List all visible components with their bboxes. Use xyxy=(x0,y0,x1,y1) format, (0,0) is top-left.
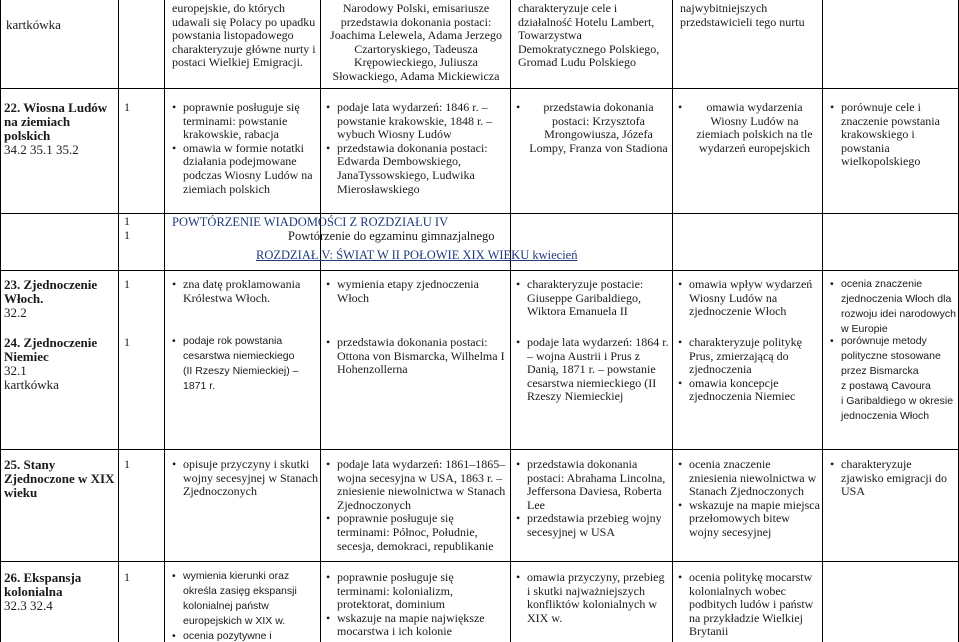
list-item: • poprawnie posługuje się terminami: kolonializm, protektorat, dominium xyxy=(326,571,506,612)
row22-good xyxy=(516,101,670,155)
row26-pages: 32.3 32.4 xyxy=(4,598,53,613)
row26-hours: 1 xyxy=(124,571,130,584)
row0-topic: kartkówka xyxy=(6,18,61,32)
row25-good xyxy=(516,458,670,540)
row26-sufficient xyxy=(326,571,506,642)
row0-good: charakteryzuje cele i działalność Hotelu Lambert, Towarzystwa Demokratycznego Polskiego, Gromad Ludu Polskiego xyxy=(518,2,660,70)
column-divider xyxy=(822,0,823,642)
row24-quiz: kartkówka xyxy=(4,377,59,392)
list-item: • przedstawia dokonania postaci: Edwarda Dembowskiego, JanaTyssowskiego, Ludwika Mierosławskiego xyxy=(326,142,506,196)
row22-topic-cell xyxy=(4,101,116,157)
row0-sufficient: Narodowy Polski, emisariusze przedstawia dokonania postaci: Joachima Lelewela, Adama Jerzego Czartoryskiego, Tadeusza Krępowieckiego, Juliusza Słowackiego, Adama Mickiewicza xyxy=(330,2,502,83)
row25-topic-cell xyxy=(4,458,116,500)
list-item: • podaje lata wydarzeń: 1864 r. – wojna Austrii i Prus z Danią, 1871 r. – powstanie cesarstwa niemieckiego (II Rzeszy Niemieckiej xyxy=(516,336,670,404)
list-item: • charakteryzuje postacie: Giuseppe Garibaldiego, Wiktora Emanuela II xyxy=(516,278,670,319)
list-item-text: (II Rzeszy Niemieckiej) – 1871 r. xyxy=(183,365,299,392)
list-item: • przedstawia przebieg wojny secesyjnej w USA xyxy=(516,512,670,539)
list-item-text: podaje rok powstania xyxy=(183,335,283,347)
row24-sufficient xyxy=(326,336,506,377)
row26-good xyxy=(516,571,670,642)
row24-topic: 24. Zjednoczenie Niemiec xyxy=(4,336,98,364)
list-item: • podaje lata wydarzeń: 1861–1865– wojna secesyjna w USA, 1863 r. – zniesienie niewolnictwa w Stanach Zjednoczonych xyxy=(326,458,506,512)
list-item: • ocenia znaczenie zjednoczenia Włoch dla rozwoju idei narodowych w Europie xyxy=(830,277,956,337)
list-item: • podaje lata wydarzeń: 1846 r. – powstanie krakowskie, 1848 r. – wybuch Wiosny Ludów xyxy=(326,101,506,142)
column-divider xyxy=(510,0,511,642)
row26-topic: 26. Ekspansja kolonialna xyxy=(4,571,82,599)
row23-sufficient xyxy=(326,278,506,305)
list-item-text: porównuje metody xyxy=(841,335,927,347)
row-divider xyxy=(0,88,959,89)
row22-basic xyxy=(172,101,318,196)
row22-excellent xyxy=(830,101,956,169)
row24-basic xyxy=(172,334,318,394)
list-item: • charakteryzuje zjawisko emigracji do USA xyxy=(830,458,956,499)
row-divider xyxy=(0,270,959,271)
list-item: • przedstawia dokonania postaci: Abrahama Lincolna, Jeffersona Daviesa, Roberta Lee xyxy=(516,458,670,512)
row22-hours: 1 xyxy=(124,101,130,114)
row-divider xyxy=(0,449,959,450)
list-item: • charakteryzuje politykę Prus, zmierzającą do zjednoczenia xyxy=(678,336,820,377)
list-item: • ocenia znaczenie zniesienia niewolnictwa w Stanach Zjednoczonych xyxy=(678,458,820,499)
row25-sufficient xyxy=(326,458,506,553)
row23-topic: 23. Zjednoczenie Włoch. xyxy=(4,278,98,306)
row26-basic xyxy=(172,569,318,642)
list-item xyxy=(830,334,956,424)
list-item: • wymienia etapy zjednoczenia Włoch xyxy=(326,278,506,305)
column-divider xyxy=(118,0,119,642)
row25-topic: 25. Stany Zjednoczone w XIX wieku xyxy=(4,458,115,500)
list-item-text: z postawą Cavoura xyxy=(841,380,931,392)
list-item: • omawia wpływ wydarzeń Wiosny Ludów na zjednoczenie Włoch xyxy=(678,278,820,319)
list-item: • poprawnie posługuje się terminami: powstanie krakowskie, rabacja xyxy=(172,101,318,142)
row-divider xyxy=(0,561,959,562)
row23-verygood xyxy=(678,278,820,319)
row24-excellent xyxy=(830,334,956,424)
list-item: • wskazuje na mapie największe mocarstwa i ich kolonie xyxy=(326,612,506,639)
list-item: • poprawnie posługuje się terminami: Północ, Południe, secesja, demokraci, republikanie xyxy=(326,512,506,553)
column-divider xyxy=(672,0,673,642)
row22-topic: 22. Wiosna Ludów na ziemiach polskich xyxy=(4,101,108,143)
list-item-text: przez Bismarcka xyxy=(841,365,919,377)
list-item-text: i Garibaldiego w okresie xyxy=(841,395,954,407)
list-item: • wskazuje na mapie miejsca przełomowych bitew wojny secesyjnej xyxy=(678,499,820,540)
row24-hours: 1 xyxy=(124,336,130,349)
table-border xyxy=(0,0,1,642)
row22-pages: 34.2 35.1 35.2 xyxy=(4,142,79,157)
row23-basic xyxy=(172,278,318,305)
row25-excellent xyxy=(830,458,956,499)
list-item: • opisuje przyczyny i skutki wojny secesyjnej w Stanach Zjednoczonych xyxy=(172,458,318,499)
list-item: • omawia wydarzenia Wiosny Ludów na ziemiach polskich na tle wydarzeń europejskich xyxy=(678,101,820,155)
row26-topic-cell xyxy=(4,571,116,613)
chapter-heading: ROZDZIAŁ V: ŚWIAT W II POŁOWIE XIX WIEKU kwiecień xyxy=(256,248,578,262)
row0-basic: europejskie, do których udawali się Polacy po upadku powstania listopadowego charakteryzuje główne nurty i postaci Wielkiej Emigracji. xyxy=(172,2,316,70)
review-hours-1: 1 xyxy=(124,215,130,228)
list-item-text: jednoczenia Włoch xyxy=(841,410,930,422)
list-item: • omawia w formie notatki działania podejmowane podczas Wiosny Ludów na ziemiach polskich xyxy=(172,142,318,196)
row24-verygood xyxy=(678,336,820,404)
row23-excellent xyxy=(830,277,956,337)
list-item-text: cesarstwa niemieckiego xyxy=(183,350,295,362)
row24-good xyxy=(516,336,670,404)
row25-basic xyxy=(172,458,318,499)
list-item xyxy=(172,334,318,394)
row26-verygood xyxy=(678,571,820,642)
column-divider xyxy=(320,0,321,642)
row0-verygood: najwybitniejszych przedstawicieli tego nurtu xyxy=(680,2,805,29)
review-hours-2: 1 xyxy=(124,229,130,242)
list-item: • przedstawia dokonania postaci: Ottona von Bismarcka, Wilhelma I Hohenzollerna xyxy=(326,336,506,377)
review-title: POWTÓRZENIE WIADOMOŚCI Z ROZDZIAŁU IV xyxy=(172,215,449,229)
list-item: • ocenia politykę mocarstw kolonialnych wobec podbitych ludów i państw na przykładzie Wielkiej Brytanii xyxy=(678,571,820,639)
row25-hours: 1 xyxy=(124,458,130,471)
row22-sufficient xyxy=(326,101,506,196)
list-item: • ocenia pozytywne i xyxy=(172,629,318,642)
row23-good xyxy=(516,278,670,319)
list-item: • porównuje cele i znaczenie powstania krakowskiego i powstania wielkopolskiego xyxy=(830,101,956,169)
row23-pages: 32.2 xyxy=(4,305,27,320)
row24-pages: 32.1 xyxy=(4,363,27,378)
review-exam: Powtórzenie do egzaminu gimnazjalnego xyxy=(288,229,495,243)
row-divider xyxy=(0,213,959,214)
column-divider xyxy=(164,0,165,642)
list-item: • omawia koncepcje zjednoczenia Niemiec xyxy=(678,377,820,404)
row25-verygood xyxy=(678,458,820,540)
list-item: • przedstawia dokonania postaci: Krzysztofa Mrongowiusza, Józefa Lompy, Franza von Stadiona xyxy=(516,101,670,155)
row22-verygood xyxy=(678,101,820,155)
list-item: • omawia przyczyny, przebieg i skutki najważniejszych konfliktów kolonialnych w XIX w. xyxy=(516,571,670,625)
row23-topic-cell xyxy=(4,278,116,320)
list-item: • zna datę proklamowania Królestwa Włoch. xyxy=(172,278,318,305)
row23-hours: 1 xyxy=(124,278,130,291)
list-item: • wymienia kierunki oraz określa zasięg ekspansji kolonialnej państw europejskich w XIX w. xyxy=(172,569,318,629)
list-item-text: polityczne stosowane xyxy=(841,350,941,362)
row24-topic-cell xyxy=(4,336,116,392)
